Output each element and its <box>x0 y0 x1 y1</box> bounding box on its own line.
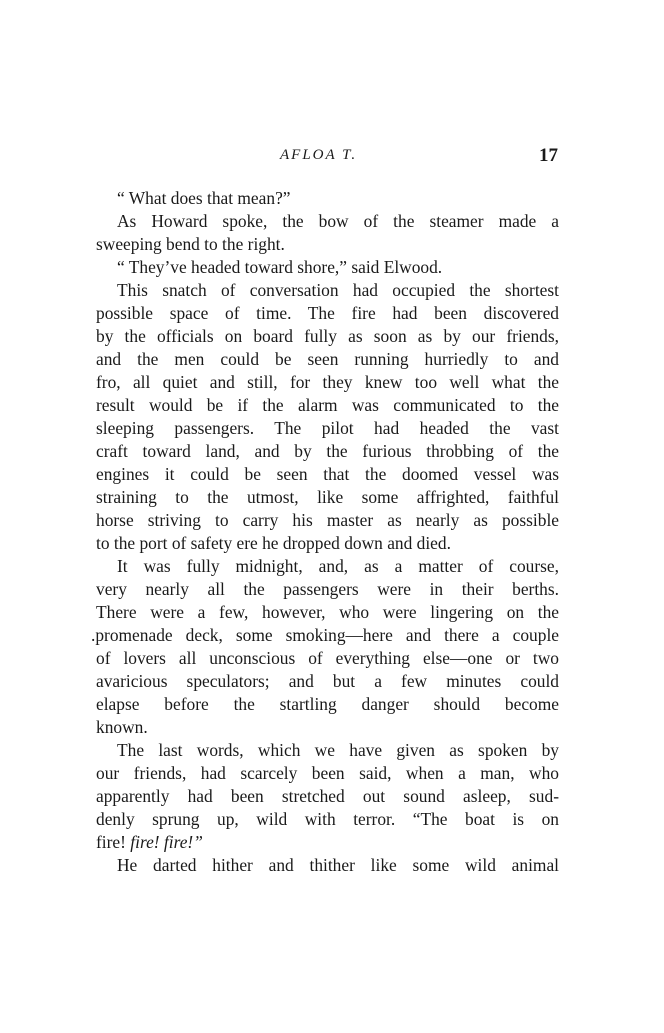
text-line: The last words, which we have given as spoken by <box>117 740 559 760</box>
text-line: It was fully midnight, and, as a matter of course, <box>117 556 559 576</box>
text-line: As Howard spoke, the bow of the steamer made a <box>117 211 559 231</box>
text-line: engines it could be seen that the doomed vessel was <box>96 464 559 484</box>
text-line: elapse before the startling danger should become <box>96 694 559 714</box>
text-line: very nearly all the passengers were in their berths. <box>96 579 559 599</box>
text-line: craft toward land, and by the furious throbbing of the <box>96 441 559 461</box>
text-line: denly sprung up, wild with terror. “The boat is on <box>96 809 559 829</box>
text-line: avaricious speculators; and but a few minutes could <box>96 671 559 691</box>
text-line: possible space of time. The fire had been discovered <box>96 303 559 323</box>
text-line: “ They’ve headed toward shore,” said Elwood. <box>117 257 443 277</box>
text-line: fro, all quiet and still, for they knew too well what the <box>96 372 559 392</box>
text-line: result would be if the alarm was communicated to the <box>96 395 559 415</box>
page-number: 17 <box>539 145 558 166</box>
text-line: apparently had been stretched out sound asleep, sud- <box>96 786 559 806</box>
text-line: horse striving to carry his master as nearly as possible <box>96 510 559 530</box>
text-line <box>96 831 559 854</box>
text-line: by the officials on board fully as soon as by our friends, <box>96 326 559 346</box>
text-line: and the men could be seen running hurriedly to and <box>96 349 559 369</box>
text-line: .promenade deck, some smoking—here and there a couple <box>91 625 559 645</box>
text-line: of lovers all unconscious of everything else—one or two <box>96 648 559 668</box>
text-line: straining to the utmost, like some affrighted, faithful <box>96 487 559 507</box>
running-title: AFLOA T. <box>280 147 358 163</box>
text-line: our friends, had scarcely been said, when a man, who <box>96 763 559 783</box>
text-line: sweeping bend to the right. <box>96 234 285 254</box>
text-roman: fire! <box>96 832 131 852</box>
text-line: to the port of safety ere he dropped down and died. <box>96 533 451 553</box>
text-line: known. <box>96 717 148 737</box>
text-line: There were a few, however, who were lingering on the <box>96 602 559 622</box>
text-line: He darted hither and thither like some wild animal <box>117 855 559 875</box>
text-line: sleeping passengers. The pilot had headed the vast <box>96 418 559 438</box>
text-italic: fire! fire!” <box>130 832 203 852</box>
text-line: This snatch of conversation had occupied the shortest <box>117 280 559 300</box>
text-line: “ What does that mean?” <box>117 188 291 208</box>
